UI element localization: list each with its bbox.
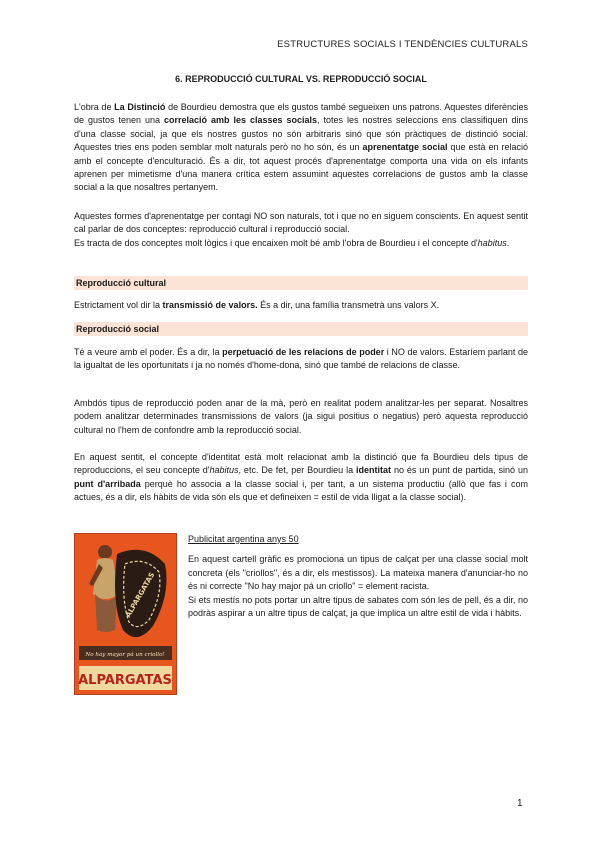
bold-term-perpetuacio: perpetuació de les relacions de poder — [222, 347, 385, 357]
paragraph-social: Té a veure amb el poder. És a dir, la perpetuació de les relacions de poder i NO de valors. Estaríem parlant de la igualtat de les oportunitats i ja no només d'home-dona, sinó que també de relacions de classe. — [74, 347, 528, 371]
sole-lettering: ALPARGATAS — [124, 571, 157, 619]
caption-body-2: Si ets mestís no pots portar un altre tipus de sabates com són les de pell, és a dir, no podràs aspirar a un altre tipus de calçat, ja que implica un altre estil de vida i hàbits. — [188, 594, 528, 619]
bold-term-correlacio: correlació amb les classes socials — [164, 115, 318, 126]
paragraph-both-reproductions: Ambdós tipus de reproducció poden anar de la mà, però en realitat podem analitzar-les per separat. Nosaltres podem analitzar determinades transmissions de valors (ja sigui positius o negatius) però aquesta reproducció cultural no l'hem de confondre amb la reproducció social. — [74, 398, 528, 435]
paragraph-distinction: L'obra de La Distinció de Bourdieu demostra que els gustos també segueixen uns patrons. Aquestes diferències de gustos tenen una correlació amb les classes socials, totes les nostres seleccions ens classifiquen dins d'una classe social, ja que els nostres gustos no són arbitraris sinó que són pràctiques de distinció social. Aquestes tries ens poden semblar molt naturals però no ho són, és un aprenentatge social que està en relació amb el concepte d'enculturació. És a dir, tot aquest procés d'aprenentatge comporta una vida on els infants aprenen per mimetisme d'una manera crítica estem assumint aquestes correlacions de gustos amb la classe social a la que nosaltres pertanyem. — [74, 102, 529, 193]
heading-reproduccio-social: Reproducció social — [74, 322, 528, 336]
heading-reproduccio-cultural: Reproducció cultural — [74, 276, 528, 290]
caption-body-1: En aquest cartell gràfic es promociona un tipus de calçat per una classe social molt concreta (els "criollos", és a dir, els mestissos). La mateixa manera d'anunciar-ho no és ni correcte "No hay major pá un criollo" = element racista. — [188, 554, 528, 592]
running-header: ESTRUCTURES SOCIALS I TENDÈNCIES CULTURALS — [277, 39, 528, 50]
paragraph-identity: En aquest sentit, el concepte d'identitat està molt relacionat amb la distinció que fa Bourdieu dels tipus de reproduccions, el seu concepte d'habitus, etc. De fet, per Bourdieu la identitat no és un punt de partida, sinó un punt d'arribada perquè ho associa a la classe social i, per tant, a un sistema productiu (allò que fas i com actues, és a dir, els hàbits de vida són els que et defineixen = estil de vida lligat a la classe social). — [74, 452, 528, 503]
poster-brand: ALPARGATAS — [78, 673, 172, 688]
bold-term-aprenentatge: aprenentatge social — [362, 142, 448, 153]
page-number: 1 — [517, 798, 523, 809]
alpargatas-poster-image — [74, 533, 177, 695]
italic-term-habitus-2: habitus — [209, 465, 239, 476]
bold-term-punt-arribada: punt d'arribada — [74, 478, 141, 489]
section-title: 6. REPRODUCCIÓ CULTURAL VS. REPRODUCCIÓ SOCIAL — [175, 74, 427, 84]
bold-term-la-distincio: La Distinció — [114, 102, 166, 112]
poster-slogan: No hay mayor pá un criollo! — [85, 652, 165, 658]
italic-term-habitus: habitus — [477, 237, 507, 248]
poster-illustration — [75, 534, 176, 694]
caption-title: Publicitat argentina anys 50 — [188, 534, 299, 544]
bold-term-identitat: identitat — [356, 465, 392, 476]
paragraph-concepts: Aquestes formes d'aprenentatge per contagi NO son naturals, tot i que no en siguem conscients. En aquest sentit cal parlar de dos conceptes: reproducció cultural i reproducció social. Es tracta de dos conceptes molt lògics i que encaixen molt bé amb l'obra de Bourdieu i el concepte d'habitus. — [74, 211, 528, 248]
poster-caption — [188, 533, 528, 620]
paragraph-cultural: Estrictament vol dir la transmissió de valors. És a dir, una família transmetrà uns valors X. — [74, 300, 440, 310]
bold-term-transmissio: transmissió de valors. — [162, 300, 258, 310]
